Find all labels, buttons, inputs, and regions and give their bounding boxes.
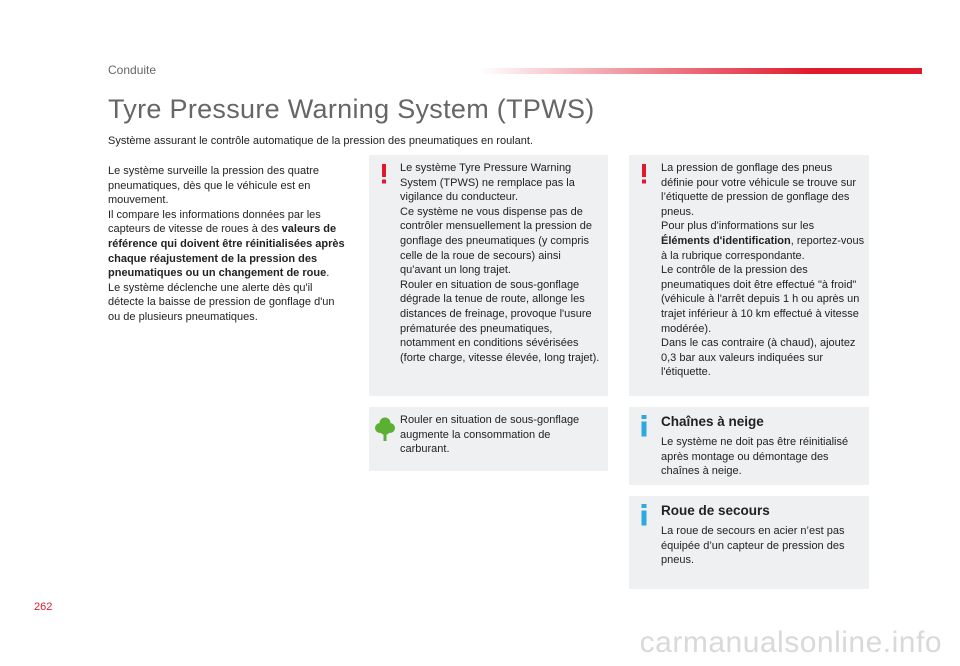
header-accent-bar bbox=[480, 68, 922, 74]
intro-text bbox=[108, 164, 348, 325]
snow-chains-title: Chaînes à neige bbox=[661, 414, 764, 429]
eco-text: Rouler en situation de sous-gonflage augmente la consommation de carburant. bbox=[400, 414, 580, 456]
watermark: carmanualsonline.info bbox=[639, 626, 942, 659]
warning-2-paragraph-1: La pression de gonflage des pneus définie pour votre véhicule se trouve sur l’étiquette de pression de gonflage des pneus. bbox=[661, 162, 857, 218]
page-number: 262 bbox=[34, 601, 53, 613]
snow-chains-text: Le système ne doit pas être réinitialisé après montage ou démontage des chaînes à neige. bbox=[661, 436, 849, 478]
identification-link-text: Éléments d'identification bbox=[661, 234, 791, 247]
warning-2-paragraph-4: Dans le cas contraire (à chaud), ajoutez 0,3 bar aux valeurs indiquées sur l'étiquette. bbox=[661, 337, 856, 379]
warning-1-paragraph-3: Rouler en situation de sous-gonflage dégrade la tenue de route, allonge les distances de freinage, provoque l'usure prématurée des pneumatiques, notamment en conditions sévérisées (forte charge, vitesse élevée, long trajet). bbox=[400, 278, 600, 364]
info-icon bbox=[640, 415, 648, 437]
spare-wheel-title: Roue de secours bbox=[661, 503, 770, 518]
eco-box bbox=[369, 407, 608, 471]
exclamation-icon bbox=[380, 164, 388, 184]
info-box-spare-wheel bbox=[629, 496, 869, 589]
section-label: Conduite bbox=[108, 63, 157, 77]
warning-1-paragraph-1: Le système Tyre Pressure Warning System (TPWS) ne remplace pas la vigilance du conducteur. bbox=[400, 162, 575, 204]
intro-paragraph-3: Le système déclenche une alerte dès qu'il détecte la baisse de pression de gonflage d'un ou de plusieurs pneumatiques. bbox=[108, 281, 335, 323]
warning-2-paragraph-3: Le contrôle de la pression des pneumatiques doit être effectué "à froid" (véhicule à l'arrêt depuis 1 h ou après un trajet inférieur à 10 km effectué à vitesse modérée). bbox=[661, 264, 860, 335]
warning-box-tpws bbox=[369, 155, 608, 396]
warning-2-paragraph-2: Pour plus d'informations sur les Éléments d'identification, reportez-vous à la rubrique correspondante. bbox=[661, 220, 865, 262]
page-subtitle: Système assurant le contrôle automatique de la pression des pneumatiques en roulant. bbox=[108, 135, 533, 147]
exclamation-icon bbox=[640, 164, 648, 184]
intro-paragraph-2: Il compare les informations données par les capteurs de vitesse de roues à des valeurs de référence qui doivent être réinitialisées après chaque réajustement de la pression des pneumatiques ou un changement de roue. bbox=[108, 208, 345, 280]
info-icon bbox=[640, 504, 648, 526]
intro-bold-reference: valeurs de référence qui doivent être réinitialisées après chaque réajustement de la pression des pneumatiques ou un changement de roue bbox=[108, 223, 345, 280]
tree-icon bbox=[375, 417, 395, 441]
warning-1-paragraph-2: Ce système ne vous dispense pas de contrôler mensuellement la pression de gonflage des pneumatiques (y compris celle de la roue de secours) ainsi qu'avant un long trajet. bbox=[400, 205, 592, 277]
spare-wheel-text: La roue de secours en acier n’est pas équipée d’un capteur de pression des pneus. bbox=[661, 525, 845, 567]
page-title: Tyre Pressure Warning System (TPWS) bbox=[108, 94, 595, 124]
info-box-snow-chains bbox=[629, 407, 869, 485]
warning-box-pressure bbox=[629, 155, 869, 396]
intro-paragraph-1: Le système surveille la pression des quatre pneumatiques, dès que le véhicule est en mouvement. bbox=[108, 165, 319, 207]
